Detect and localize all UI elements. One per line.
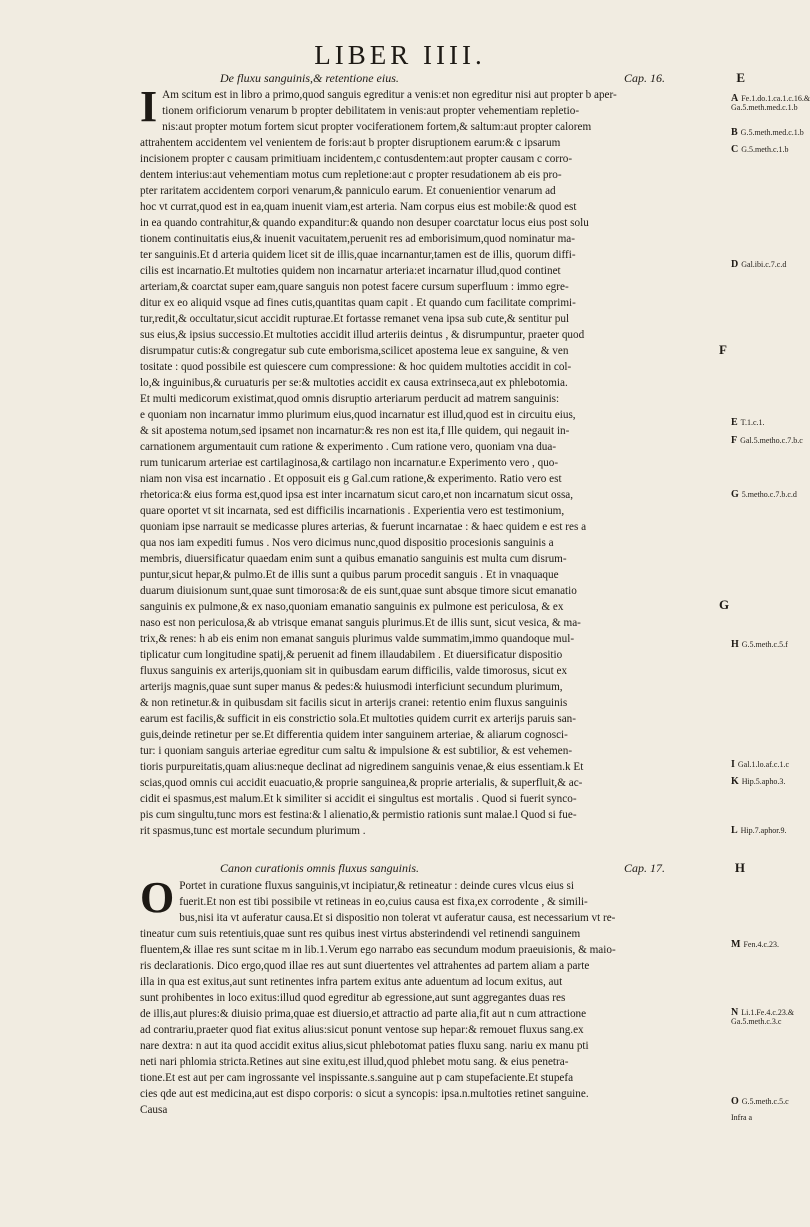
text-line: quare oportet vt sit incarnata, sed est difficilis incarnationis . Experientia vero est testimonium, (140, 505, 565, 517)
text-line: tositate : quod possibile est quiescere cum compressione: & hoc quidem multoties accidit in col- (140, 361, 572, 373)
text-line: pis cum singultu,tunc mors est festina:& l alienatio,& permistio rationis sunt malae.l Quod si fue- (140, 809, 577, 821)
margin-note-text: Infra a (731, 1113, 753, 1122)
text-line: guis,deinde retinetur per se.Et differentia quidem inter sanguinem arteriae, & aliarum cognosci- (140, 729, 568, 741)
margin-note-letter: F (731, 435, 738, 446)
margin-note (731, 940, 800, 949)
drop-cap: O (140, 873, 175, 922)
edge-marker-f: F (719, 342, 727, 357)
chapter-title: De fluxu sanguinis,& retentione eius. (220, 71, 399, 85)
text-line: in ea quando contrahitur,& quando expanditur:& quando non desuper coarctatur locus eius post solu (140, 217, 589, 229)
text-line: membris, diuersificatur quaedam enim sunt a quibus emanatio sanguinis est multa cum disrum- (140, 553, 567, 565)
text-line: fuerit.Et non est tibi possibile vt retineas in eo,cuius causa est fixa,ex corrodente , & simili- (179, 896, 588, 908)
text-line: ad contrariu,praeter quod fiat exitus alius:sicut ponunt ventose sup hepar:& remouet fluxus sang.ex (140, 1024, 584, 1036)
text-line: sunt prohibentes in loco exitus:illud quod egreditur ab egressione,aut sunt aggregantes duas res (140, 992, 566, 1004)
margin-note-text: G.5.meth.med.c.1.b (740, 128, 804, 137)
text-line: cidit ei spasmus,est malum.Et k similiter si accidit ei singultus est mortalis . Quod si fuerit synco- (140, 793, 577, 805)
text-line: nis:aut propter motum fortem sicut propter vociferationem fortem,& saltum:aut propter calorem (162, 121, 592, 133)
margin-note-text: G.5.meth.c.1.b (741, 145, 789, 154)
margin-note-text: Hip.7.aphor.9. (740, 826, 787, 835)
text-line: Portet in curatione fluxus sanguinis,vt incipiatur,& retineatur : deinde cures vlcus eius si (179, 880, 574, 892)
chapter-title: Canon curationis omnis fluxus sanguinis. (220, 861, 420, 875)
chapter-number: Cap. 17. (624, 861, 666, 875)
text-line: quoniam ipse narrauit se medicasse plures arterias, & fuerunt incarnatae : & haec quidem e est res a (140, 521, 587, 533)
margin-note-text: T.1.c.1. (740, 418, 765, 427)
text-line: carnationem argumentauit cum ratione & experimento . Cum ratione vero, quoniam vna dua- (140, 441, 557, 453)
text-line: tionem orificiorum venarum b propter debilitatem in venis:aut propter vehementiam repletio- (162, 105, 580, 117)
text-line: & non retinetur.& in quibusdam sit facilis sicut in arterijs cranei: retentio enim fluxus sanguinis (140, 697, 568, 709)
margin-note (731, 418, 800, 427)
text-line: lo,& inguinibus,& curuaturis per se:& multoties accidit ex causa extrinseca,aut ex phlebotomia. (140, 377, 568, 389)
margin-note-letter: N (731, 1007, 739, 1018)
text-line: tur,redit,& occultatur,sicut accidit rupturae.Et fortasse remanet vena ipsa sub cute,& sentitur pul (140, 313, 570, 325)
margin-note (731, 826, 800, 835)
text-line: rum tunicarum arteriae est cartilaginosa,& cartilago non incarnatur.e Experimento vero , quo- (140, 457, 559, 469)
margin-note (731, 1097, 800, 1106)
margin-note-text: Gal.1.lo.af.c.1.c (737, 760, 789, 769)
text-line: neti nari phlomia stricta.Retines aut sine exitu,est illud,quod phlebet motu sang. & eius penetra- (140, 1056, 569, 1068)
text-line: hoc vt currat,quod est in ea,quam inuenit viam,est arteria. Nam corpus eius est mobile:& quod est (140, 201, 577, 213)
margin-note (731, 145, 800, 154)
section-marker: E (736, 70, 745, 85)
margin-note (731, 760, 800, 769)
text-line: dentem interius:aut vehementiam motus cum repletione:aut c propter resudationem ab eis pro- (140, 169, 562, 181)
margin-note-letter: E (731, 417, 738, 428)
margin-note-letter: C (731, 144, 739, 155)
margin-note (731, 490, 800, 499)
text-line: arteriam,& coarctat super eam,quare sanguis non potest facere cursum superfluum : immo egre- (140, 281, 569, 293)
margin-note (731, 640, 800, 649)
text-line: sus eius,& ipsius successio.Et multoties accidit illud arteriis deintus , & disrumpuntur, praeter quod (140, 329, 585, 341)
margin-note-text: Fen.4.c.23. (743, 940, 780, 949)
text-line: tionem continuitatis eius,& inuenit vacuitatem,peruenit res ad emborisimum,quod nominatur ma- (140, 233, 575, 245)
margin-note-text: Hip.5.apho.3. (741, 777, 786, 786)
text-line: niam non visa est incarnatio . Et opposuit eis g Gal.cum ratione,& experimento. Ratio vero est (140, 473, 562, 485)
margin-note (731, 777, 800, 786)
text-line: disrumpatur cutis:& congregatur sub cute emborisma,scilicet apostema leue ex sanguine, & ven (140, 345, 569, 357)
margin-note-text: Gal.ibi.c.7.c.d (741, 260, 787, 269)
text-line: tiplicatur cum longitudine spatij,& peruenit ad finem illaudabilem . Et diuersificatur dispositio (140, 649, 563, 661)
text-line: de illis,aut plures:& diuisio prima,quae est diuersio,et attractio ad parte alia,fit aut n cum attractione (140, 1008, 587, 1020)
chapter-16-text (140, 82, 716, 839)
text-line: rit spasmus,tunc est mortale secundum plurimum . (140, 825, 366, 837)
text-line: qua nos iam expediti fumus . Nos vero dicimus nunc,quod dispositio procesionis sanguinis a (140, 537, 554, 549)
text-line: Et multi medicorum existimat,quod omnis disruptio arteriarum perducit ad matrem sanguinis: (140, 393, 560, 405)
margin-note-text: Gal.5.metho.c.7.b.c (740, 436, 803, 445)
margin-note-letter: D (731, 259, 739, 270)
text-line: Causa (140, 1104, 168, 1116)
text-line: duarum diuisionum sunt,quae sunt timorosa:& de eis sunt,quae sunt absque timore sicut emanatio (140, 585, 577, 597)
text-line: trix,& renes: h ab eis enim non emanat sanguis plurimus valde summatim,immo quandoque mul- (140, 633, 575, 645)
text-line: sanguinis ex pulmone,& ex naso,quoniam emanatio sanguinis ex pulmone est periculosa, & ex (140, 601, 564, 613)
margin-note-text: 5.metho.c.7.b.c.d (741, 490, 797, 499)
margin-note (731, 127, 804, 138)
margin-note-letter: L (731, 825, 738, 836)
margin-note-letter: M (731, 939, 741, 950)
drop-cap: I (140, 82, 158, 131)
margin-note-letter: H (731, 639, 739, 650)
text-line: ditur ex eo aliquid vsque ad fines cutis,quantitas quam capit . Et quando cum facilitate comprimi- (140, 297, 576, 309)
margin-note-letter: G (731, 489, 739, 500)
text-line: attrahentem accidentem vel venientem de foris:aut b propter disruptionem earum:& c ipsarum (140, 137, 561, 149)
margin-note (731, 260, 800, 269)
margin-note-text: Li.1.Fe.4.c.23.& Ga.5.meth.c.3.c (731, 1008, 795, 1026)
margin-note-letter: I (731, 759, 735, 770)
margin-note (731, 435, 803, 446)
text-line: scias,quod omnis cui accidit euacuatio,& proprie sanguinea,& proprie arterialis, & superfluit,& ac- (140, 777, 583, 789)
section-marker: H (734, 860, 745, 875)
edge-marker-g: G (719, 597, 730, 612)
margin-note-text: G.5.meth.c.5.c (741, 1097, 789, 1106)
text-line: Am scitum est in libro a primo,quod sanguis egreditur a venis:et non egreditur nisi aut propter b aper- (162, 89, 617, 101)
text-line: pter raritatem accidentem corpori venarum,& panniculo earum. Et conuenientior venarum ad (140, 185, 556, 197)
text-line: ris declarationis. Dico ergo,quod illae res aut sunt diuertentes vel attrahentes ad partem aliam a parte (140, 960, 590, 972)
text-line: cies qde aut est medicina,aut est dispo corporis: o sicut a syncopis: ipsa.n.multoties retinet sanguine. (140, 1088, 589, 1100)
margin-note (731, 1008, 800, 1026)
text-line: arterijs magnis,quae sunt super manus & pedes:& huiusmodi interficiunt secundum plurimum, (140, 681, 563, 693)
margin-note (731, 1113, 800, 1122)
text-line: fluentem,& illae res sunt scitae m in lib.1.Verum ego narrabo eas secundum modum praeuisionis, & maio- (140, 944, 616, 956)
text-line: incisionem propter c causam primitiuam incidentem,c contusdentem:aut propter causam c corro- (140, 153, 573, 165)
margin-note-text: G.5.meth.c.5.f (741, 640, 788, 649)
text-line: earum est facilis,& sufficit in eis constrictio sola.Et multoties quidem currit ex arterijs paruis san- (140, 713, 576, 725)
running-head: LIBER IIII. (314, 40, 486, 70)
margin-note-letter: A (731, 93, 739, 104)
text-line: nare dextra: n aut ita quod accidit exitus alius,sicut phlebotomat paties fluxu sang. nariu ex manu pti (140, 1040, 589, 1052)
text-line: ter sanguinis.Et d arteria quidem licet sit de illis,quae incarnantur,tamen est de illis, quorum diffi- (140, 249, 576, 261)
text-line: tur: i quoniam sanguis arteriae egreditur cum saltu & impulsione & est subtilior, & est vehemen- (140, 745, 573, 757)
margin-note (731, 93, 810, 112)
text-line: rhetorica:& eius forma est,quod ipsa est inter incarnatum sicut caro,et non incarnatum sicut ossa, (140, 489, 574, 501)
text-line: cilis est incarnatio.Et multoties quidem non incarnatur arteria:et incarnatur illud,quod continet (140, 265, 561, 277)
text-line: illa in qua est exitus,aut sunt retinentes infra partem exitus ante aduentum ad locum exitus, aut (140, 976, 563, 988)
text-line: tineatur cum suis retentiuis,quae sunt res quibus inest virtus absterindendi vel retinendi sanguinem (140, 928, 581, 940)
text-line: bus,nisi ita vt auferatur causa.Et si dispositio non tolerat vt auferatur causa, est necessarium vt re- (179, 912, 616, 924)
text-line: naso est non periculosa,& ab vtrisque emanat sanguis plurimus.Et de illis sunt, sicut vesica, & ma- (140, 617, 581, 629)
text-line: fluxus sanguinis ex arterijs,quoniam sit in quibusdam earum difficilis, valde timorosus, sicut ex (140, 665, 568, 677)
text-line: tione.Et est aut per cam ingrossante vel inspissante.s.sanguine aut p cam stupefaciente.Et stupefa (140, 1072, 574, 1084)
margin-note-letter: K (731, 776, 739, 787)
margin-note-letter: B (731, 127, 738, 138)
text-line: & sit apostema notum,sed ipsamet non incarnatur:& res non est ita,f Ille quidem, qui negauit in- (140, 425, 570, 437)
chapter-number: Cap. 16. (624, 71, 666, 85)
chapter-17-text (140, 873, 716, 1118)
text-line: tioris purpureitatis,quam alius:neque declinat ad nigredinem sanguinis venae,& eius essentiam.k Et (140, 761, 584, 773)
text-line: e quoniam non incarnatur immo plurimum eius,quod incarnatur est illud,quod est in circuitu eius, (140, 409, 576, 421)
margin-note-letter: O (731, 1096, 739, 1107)
margin-note-text: Fe.1.do.1.ca.1.c.16.& Ga.5.meth.med.c.1.b (731, 94, 810, 112)
text-line: puntur,sicut hepar,& pulmo.Et de illis sunt a quibus parum procedit sanguis . Et in vnaquaque (140, 569, 559, 581)
